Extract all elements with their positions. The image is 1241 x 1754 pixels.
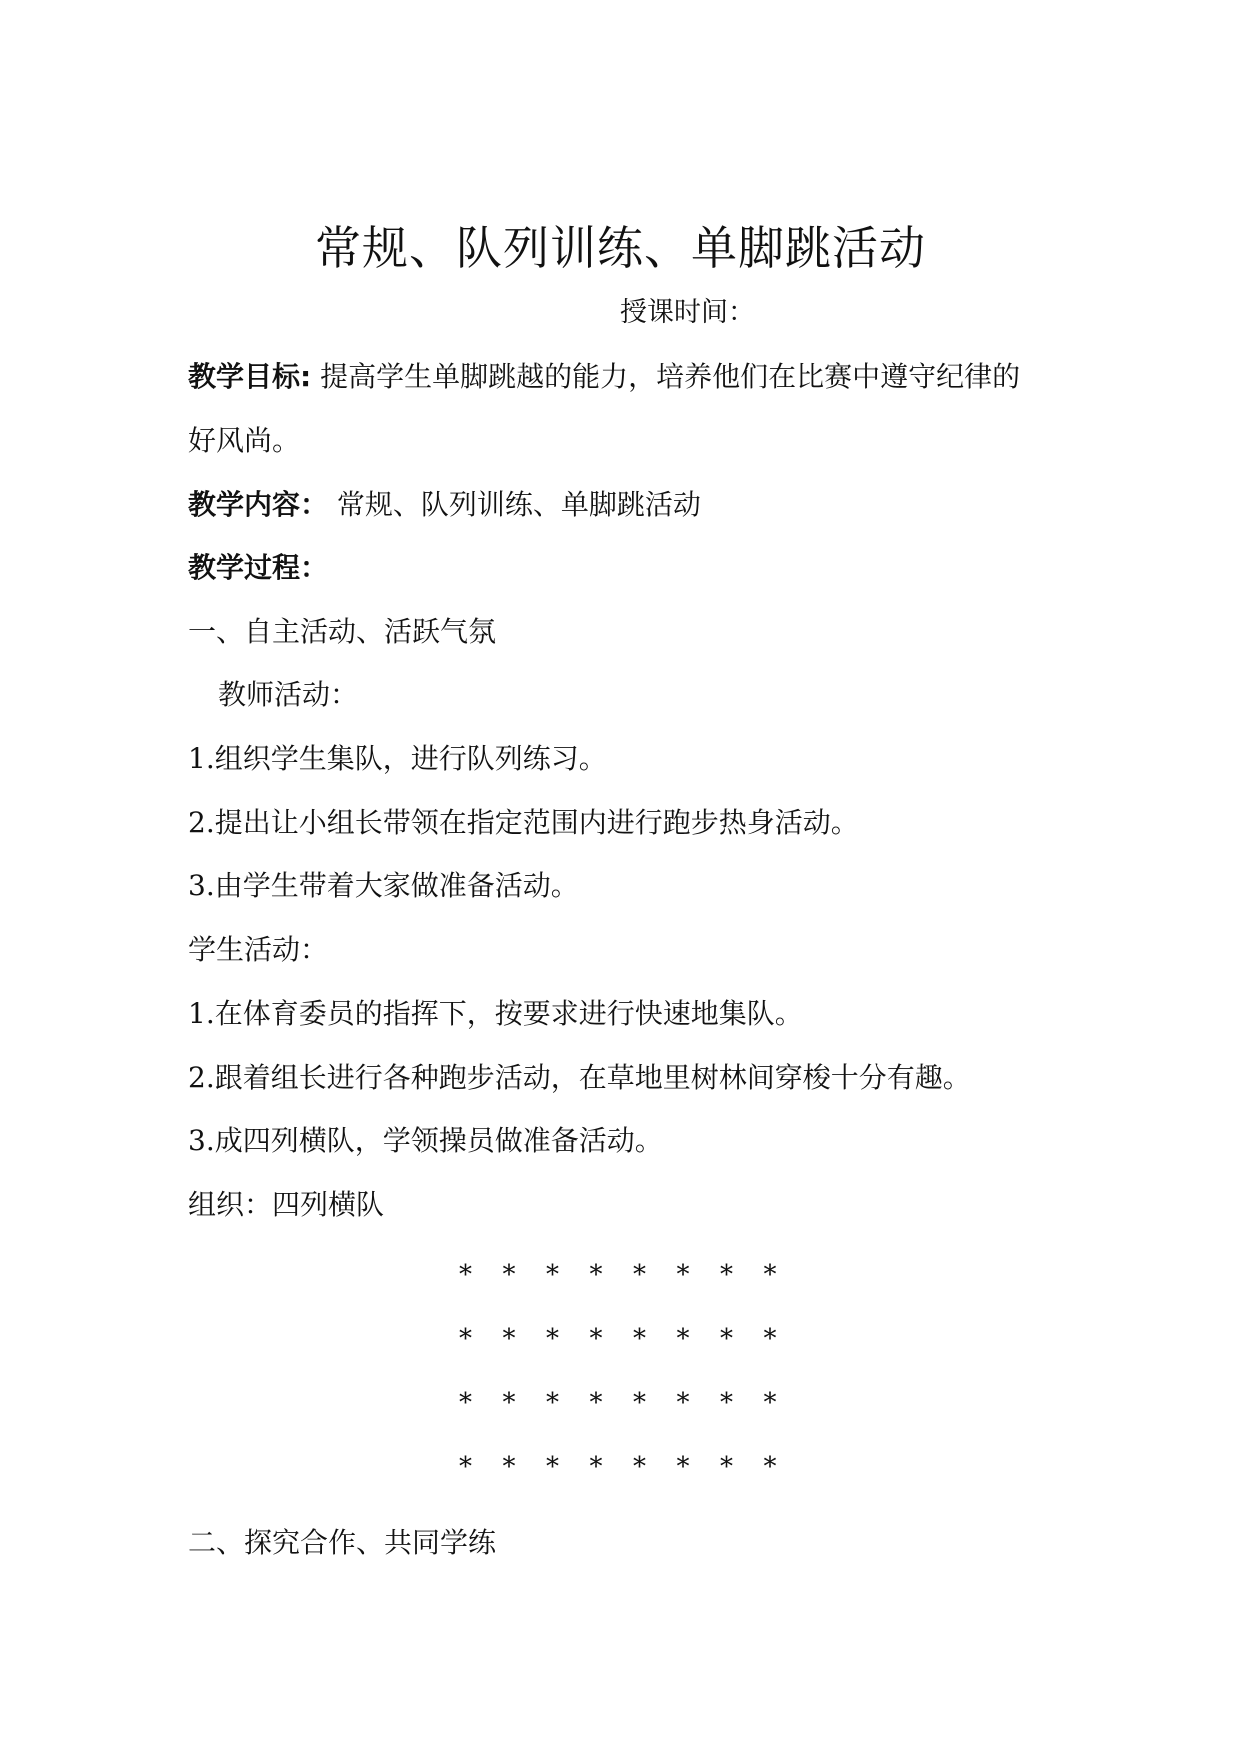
teacher-activity-label: 教师活动：	[218, 678, 359, 711]
formation-star: *	[459, 1260, 472, 1290]
formation-star: *	[676, 1324, 690, 1354]
formation-star: *	[763, 1260, 777, 1290]
formation-star: *	[589, 1324, 603, 1354]
teacher-activity-item: 2.提出让小组长带领在指定范围内进行跑步热身活动。	[188, 806, 859, 839]
formation-star: *	[459, 1452, 472, 1482]
formation-star: *	[676, 1388, 690, 1418]
formation-star: *	[720, 1452, 733, 1482]
formation-star: *	[589, 1260, 603, 1290]
formation-star: *	[502, 1388, 516, 1418]
teaching-goal	[188, 357, 1020, 397]
formation-star: *	[459, 1324, 472, 1354]
section-2-heading: 二、探究合作、共同学练	[188, 1526, 497, 1559]
formation-star: *	[546, 1260, 559, 1290]
formation-star: *	[633, 1324, 646, 1354]
teaching-content-text: 常规、队列训练、单脚跳活动	[336, 488, 701, 521]
formation-star: *	[546, 1388, 559, 1418]
formation-star: *	[763, 1388, 777, 1418]
teacher-activity-item: 1.组织学生集队，进行队列练习。	[188, 742, 607, 775]
formation-star: *	[633, 1260, 646, 1290]
student-activity-item: 1.在体育委员的指挥下，按要求进行快速地集队。	[188, 997, 803, 1030]
formation-row	[459, 1319, 807, 1359]
formation-star: *	[502, 1260, 516, 1290]
teacher-activity-item: 3.由学生带着大家做准备活动。	[188, 869, 579, 902]
teaching-content	[188, 485, 701, 525]
document-title: 常规、队列训练、单脚跳活动	[315, 221, 926, 275]
formation-row	[459, 1383, 807, 1423]
formation-star: *	[589, 1388, 603, 1418]
teaching-content-label: 教学内容：	[188, 488, 329, 521]
section-1-heading: 一、自主活动、活跃气氛	[188, 615, 497, 648]
formation-star: *	[502, 1324, 516, 1354]
organization-label: 组织：四列横队	[188, 1188, 385, 1221]
formation-row	[459, 1255, 807, 1295]
formation-star: *	[720, 1324, 733, 1354]
student-activity-label: 学生活动：	[188, 933, 329, 966]
formation-star: *	[720, 1388, 733, 1418]
teaching-goal-label: 教学目标:	[188, 360, 312, 393]
formation-star: *	[589, 1452, 603, 1482]
formation-star: *	[676, 1260, 690, 1290]
formation-star: *	[546, 1452, 559, 1482]
formation-star: *	[459, 1388, 472, 1418]
formation-star: *	[676, 1452, 690, 1482]
formation-star: *	[633, 1452, 646, 1482]
formation-star: *	[502, 1452, 516, 1482]
teaching-process-label: 教学过程：	[188, 551, 329, 584]
formation-star: *	[763, 1324, 777, 1354]
formation-star: *	[720, 1260, 733, 1290]
formation-row	[459, 1447, 807, 1487]
formation-star: *	[633, 1388, 646, 1418]
teaching-goal-text: 提高学生单脚跳越的能力，培养他们在比赛中遵守纪律的	[320, 360, 1021, 393]
student-activity-item: 2.跟着组长进行各种跑步活动，在草地里树林间穿梭十分有趣。	[188, 1061, 971, 1094]
class-time-label: 授课时间：	[620, 297, 755, 328]
student-activity-item: 3.成四列横队，学领操员做准备活动。	[188, 1124, 663, 1157]
formation-star: *	[546, 1324, 559, 1354]
teaching-goal-continuation: 好风尚。	[188, 424, 301, 457]
formation-star: *	[763, 1452, 777, 1482]
